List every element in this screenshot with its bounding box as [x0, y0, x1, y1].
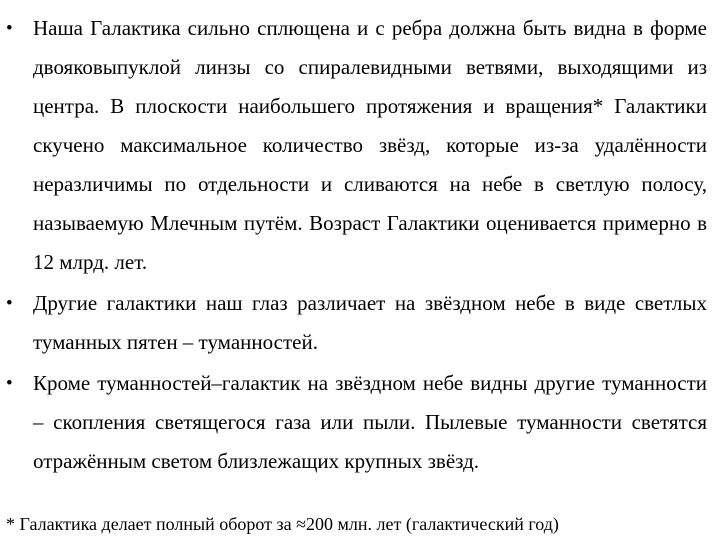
bullet-icon: • — [6, 373, 13, 394]
bullet-text: Наша Галактика сильно сплющена и с ребра должна быть видна в форме двояковыпуклой линзы со спиралевидными ветвями, выходящими из центра. В плоскости наибольшего протяжения и вращения* Галактики скучено максимальное количество звёзд, которые из-за удалённости неразличимы по отдельности и сливаются на небе в светлую полосу, называемую Млечным путём. Возраст Галактики оценивается примерно в 12 млрд. лет. — [33, 16, 707, 274]
bullet-icon: • — [6, 293, 13, 314]
footnote: * Галактика делает полный оборот за ≈200 млн. лет (галактический год) — [6, 514, 559, 534]
bullet-icon: • — [6, 18, 13, 39]
bullet-item-nebulae — [0, 364, 720, 481]
bullet-list — [0, 9, 720, 481]
bullet-text: Другие галактики наш глаз различает на звёздном небе в виде светлых туманных пятен – туманностей. — [33, 291, 707, 354]
bullet-item-other-galaxies — [0, 284, 720, 362]
bullet-text: Кроме туманностей–галактик на звёздном небе видны другие туманности – скопления светящегося газа или пыли. Пылевые туманности светятся отражённым светом близлежащих крупных звёзд. — [33, 371, 707, 473]
bullet-item-galaxy-shape — [0, 9, 720, 282]
